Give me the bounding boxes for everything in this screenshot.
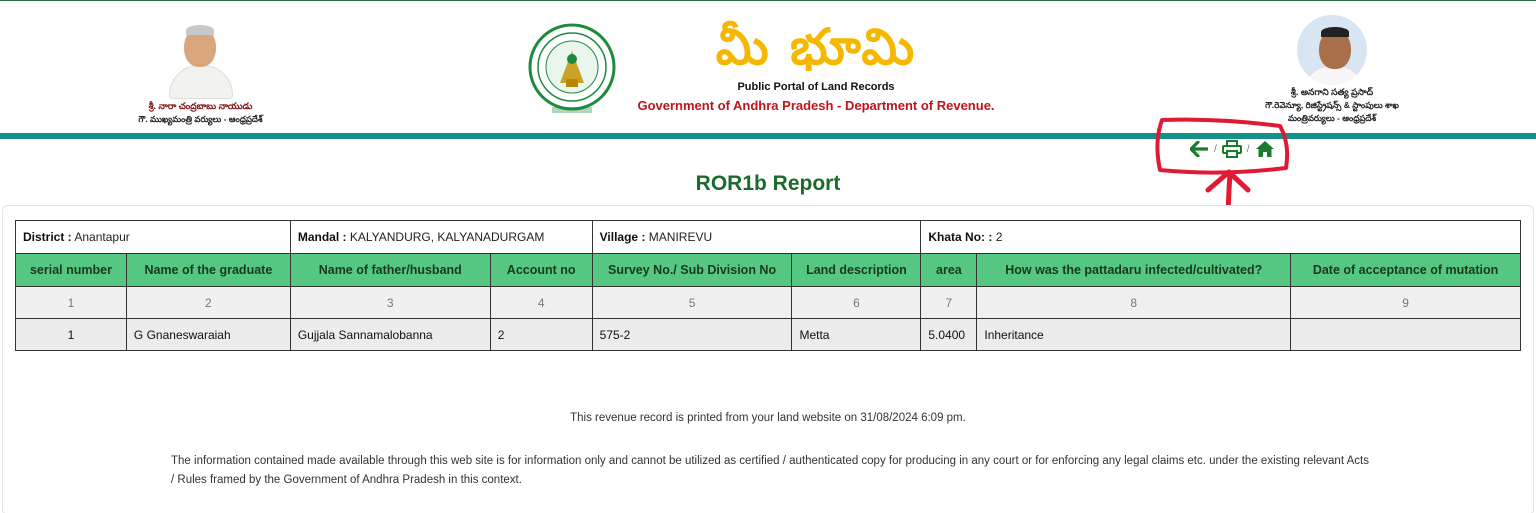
revenue-minister-name: శ్రీ. అనగాని సత్య ప్రసాద్ xyxy=(1290,87,1374,97)
column-number: 8 xyxy=(977,287,1291,319)
mandal-value: KALYANDURG, KALYANADURGAM xyxy=(349,230,545,244)
brand-subtitle: Public Portal of Land Records xyxy=(737,81,895,93)
revenue-minister-block xyxy=(1252,15,1412,126)
ror-table xyxy=(15,220,1521,351)
cell-cultivation-method: Inheritance xyxy=(977,319,1291,351)
chief-minister-name: శ్రీ. నారా చంద్రబాబు నాయుడు xyxy=(148,101,253,111)
nav-toolbar xyxy=(1188,138,1276,160)
column-number: 6 xyxy=(792,287,921,319)
cell-father-husband-name: Gujjala Sannamalobanna xyxy=(290,319,490,351)
khata-cell xyxy=(921,221,1521,254)
column-header: Date of acceptance of mutation xyxy=(1291,254,1521,287)
column-number: 1 xyxy=(16,287,127,319)
cell-land-description: Metta xyxy=(792,319,921,351)
revenue-minister-title: గౌ.రెవెన్యూ, రిజిస్ట్రేషన్స్ & స్టాంపులు శాఖ xyxy=(1265,100,1399,110)
village-value: MANIREVU xyxy=(648,230,713,244)
cell-graduate-name: G Gnaneswaraiah xyxy=(126,319,290,351)
column-header: Name of the graduate xyxy=(126,254,290,287)
ap-state-emblem xyxy=(526,23,618,119)
report-title: ROR1b Report xyxy=(695,172,841,195)
meta-row xyxy=(16,221,1521,254)
cell-survey-no: 575-2 xyxy=(592,319,792,351)
brand-title: మీ భూమి xyxy=(715,17,917,76)
column-number: 9 xyxy=(1291,287,1521,319)
column-header: Name of father/husband xyxy=(290,254,490,287)
column-header: Survey No./ Sub Division No xyxy=(592,254,792,287)
column-header: How was the pattadaru infected/cultivated? xyxy=(977,254,1291,287)
column-number-row xyxy=(16,287,1521,319)
village-cell xyxy=(592,221,921,254)
district-label: District : xyxy=(23,230,72,244)
column-number: 2 xyxy=(126,287,290,319)
site-header xyxy=(0,0,1536,133)
cell-serial-number: 1 xyxy=(16,319,127,351)
column-number: 4 xyxy=(490,287,592,319)
nav-separator: / xyxy=(1246,143,1250,155)
column-number: 3 xyxy=(290,287,490,319)
column-header: Land description xyxy=(792,254,921,287)
column-number: 5 xyxy=(592,287,792,319)
brand-department: Government of Andhra Pradesh - Department of Revenue. xyxy=(637,98,995,113)
revenue-minister-title-2: మంత్రివర్యులు - ఆంధ్రప్రదేశ్ xyxy=(1287,113,1377,123)
printed-note: This revenue record is printed from your land website on 31/08/2024 6:09 pm. xyxy=(570,412,966,424)
printer-icon[interactable] xyxy=(1221,138,1243,160)
khata-label: Khata No: : xyxy=(928,230,993,244)
nav-separator: / xyxy=(1214,143,1217,155)
mandal-cell xyxy=(290,221,592,254)
revenue-minister-photo xyxy=(1297,15,1367,85)
disclaimer-text: The information contained made available through this web site is for information only and cannot be utilized as certified / authenticated copy for producing in any court or for enforcing any legal claims etc. under the existing relevant Acts / Rules framed by the Government of Andhra Pradesh in this context. xyxy=(171,455,1369,486)
chief-minister-title: గౌ. ముఖ్యమంత్రి వర్యులు - ఆంధ్రప్రదేశ్ xyxy=(138,114,263,124)
brand-block xyxy=(626,17,1006,113)
column-header: serial number xyxy=(16,254,127,287)
column-header-row xyxy=(16,254,1521,287)
chief-minister-photo xyxy=(164,19,238,99)
cell-area: 5.0400 xyxy=(921,319,977,351)
home-icon[interactable] xyxy=(1254,138,1276,160)
column-number: 7 xyxy=(921,287,977,319)
district-value: Anantapur xyxy=(74,230,130,244)
village-label: Village : xyxy=(599,230,646,244)
khata-value: 2 xyxy=(995,230,1003,244)
header-divider xyxy=(0,133,1536,139)
cell-mutation-date xyxy=(1291,319,1521,351)
table-row xyxy=(16,319,1521,351)
column-header: Account no xyxy=(490,254,592,287)
district-cell xyxy=(16,221,291,254)
chief-minister-block xyxy=(128,19,273,127)
mandal-label: Mandal : xyxy=(297,230,347,244)
column-header: area xyxy=(921,254,977,287)
cell-account-no: 2 xyxy=(490,319,592,351)
arrow-left-icon[interactable] xyxy=(1188,138,1210,160)
